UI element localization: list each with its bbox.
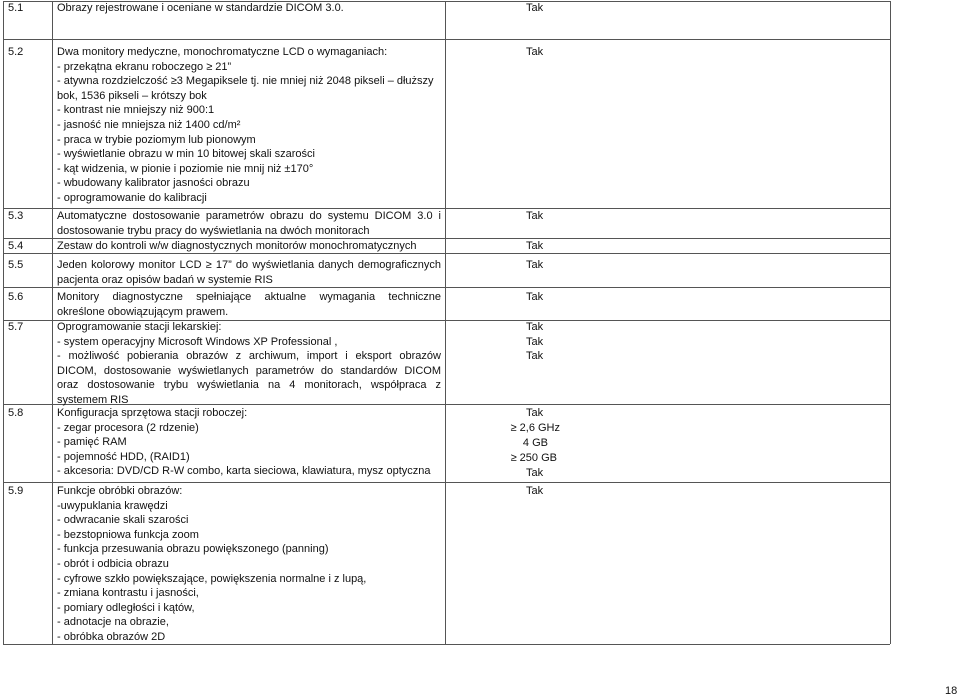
row-description: Funkcje obróbki obrazów: -uwypuklania krawędzi - odwracanie skali szarości - bezstopniowa funkcja zoom - funkcja przesuwania obrazu powiększonego (panning) - obrót i odbicia obrazu - cyfrowe szkło powiększające, powiększenia normalne i z lupą, - zmiana kontrastu i jasności, - pomiary odległości i kątów, - adnotacje na obrazie, - obróbka obrazów 2D	[57, 485, 367, 643]
row-description: Oprogramowanie stacji lekarskiej: - system operacyjny Microsoft Windows XP Professional , - możliwość pobierania obrazów z archiwum, import i eksport obrazów DICOM, dostosowanie wyświetlanych parametrów do standardów DICOM oraz dostosowanie trybu wyświetlania na 4 monitorach, współpraca z systemem RIS	[57, 321, 441, 406]
row-number: 5.2	[8, 46, 24, 58]
row-answer: Tak	[526, 291, 544, 303]
row-description: Obrazy rejestrowane i oceniane w standardzie DICOM 3.0.	[57, 2, 344, 14]
row-number: 5.8	[8, 407, 24, 419]
row-answer: Tak	[526, 259, 544, 271]
row-answer: Tak	[526, 2, 544, 14]
row-answer: Tak Tak Tak	[526, 321, 544, 363]
row-description: Jeden kolorowy monitor LCD ≥ 17” do wyświetlania danych demograficznych pacjenta oraz opisów badań w systemie RIS	[57, 259, 441, 286]
row-answer: Tak	[526, 240, 544, 252]
row-number: 5.9	[8, 485, 24, 497]
row-answer: Tak	[526, 485, 544, 497]
row-description: Zestaw do kontroli w/w diagnostycznych monitorów monochromatycznych	[57, 240, 417, 252]
row-description: Dwa monitory medyczne, monochromatyczne LCD o wymaganiach: - przekątna ekranu roboczego ≥ 21” - atywna rozdzielczość ≥3 Megapiksele tj. nie mniej niż 2048 pikseli – dłuższy bok, 1536 pikseli – krótszy bok - kontrast nie mniejszy niż 900:1 - jasność nie mniejsza niż 1400 cd/m² - praca w trybie poziomym lub pionowym - wyświetlanie obrazu w min 10 bitowej skali szarości - kąt widzenia, w pionie i poziomie nie mnij niż ±170° - wbudowany kalibrator jasności obrazu - oprogramowanie do kalibracji	[57, 46, 434, 204]
row-answer: Tak	[526, 407, 544, 419]
page-number: 18	[945, 685, 958, 697]
row-answer: Tak	[526, 467, 544, 479]
row-number: 5.1	[8, 2, 24, 14]
row-description: Automatyczne dostosowanie parametrów obrazu do systemu DICOM 3.0 i dostosowanie trybu pracy do wyświetlania na dwóch monitorach	[57, 210, 441, 237]
hdd-value: ≥ 250 GB	[510, 452, 557, 464]
row-answer: Tak	[526, 46, 544, 58]
row-number: 5.6	[8, 291, 24, 303]
cpu-clock-value: ≥ 2,6 GHz	[510, 422, 560, 434]
row-description: Konfiguracja sprzętowa stacji roboczej: - zegar procesora (2 rdzenie) - pamięć RAM - pojemność HDD, (RAID1) - akcesoria: DVD/CD R-W combo, karta sieciowa, klawiatura, mysz optyczna	[57, 407, 431, 478]
row-number: 5.5	[8, 259, 24, 271]
row-number: 5.7	[8, 321, 24, 333]
row-answer: Tak	[526, 210, 544, 222]
ram-value: 4 GB	[522, 437, 548, 449]
row-description: Monitory diagnostyczne spełniające aktualne wymagania techniczne określone obowiązującym prawem.	[57, 291, 441, 318]
row-number: 5.4	[8, 240, 24, 252]
row-number: 5.3	[8, 210, 24, 222]
